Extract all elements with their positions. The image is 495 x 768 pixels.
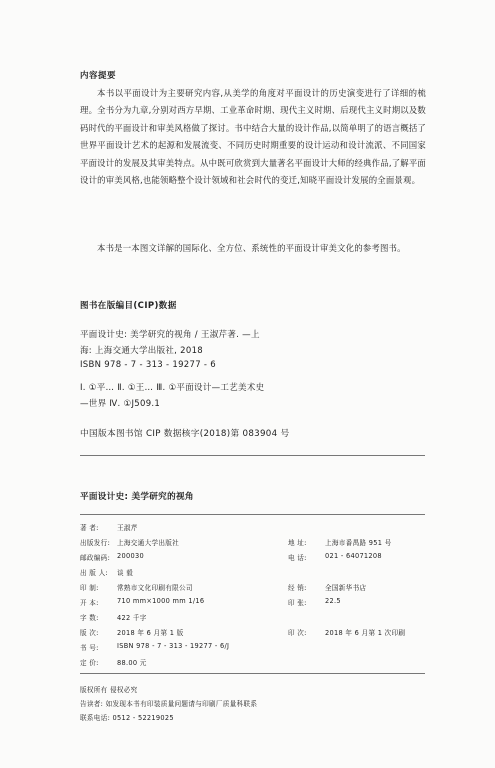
copyright-notice: 版权所有 侵权必究 <box>80 686 138 694</box>
detail-label: 邮政编码: <box>80 554 111 562</box>
detail-label: 地 址: <box>288 539 307 547</box>
detail-label: 出版发行: <box>80 539 111 547</box>
cip-classification: Ⅰ. ①平… Ⅱ. ①王… Ⅲ. ①平面设计—工艺美术史 <box>80 383 265 393</box>
detail-label: 印 制: <box>80 584 99 592</box>
detail-printer <box>80 582 193 592</box>
divider <box>80 455 425 456</box>
abstract-paragraph-1: 本书以平面设计为主要研究内容,从美学的角度对平面设计的历史演变进行了详细的梳理。全书分为九章,分别对西方早期、工业革命时期、现代主义时期、后现代主义时期以及数码时代的平面设计和审美风格做了探讨。书中结合大量的设计作品,以简单明了的语言概括了世界平面设计艺术的起源和发展流变、不同历史时期重要的设计运动和设计流派、不同国家平面设计的发展及其审美特点。从中既可欣赏到大量著名平面设计大师的经典作品,了解平面设计的审美风格,也能领略整个设计领域和社会时代的变迁,知晓平面设计发展的全面景观。 <box>80 88 426 186</box>
detail-value: 710 mm×1000 mm 1/16 <box>117 597 205 605</box>
detail-value: 021 - 64071208 <box>325 552 382 560</box>
detail-value: 谈 毅 <box>117 569 134 577</box>
detail-value: 422 千字 <box>117 614 147 622</box>
detail-value: 200030 <box>117 552 144 560</box>
detail-value: 上海市番禺路 951 号 <box>325 539 392 547</box>
detail-value: ISBN 978 - 7 - 313 - 19277 - 6/J <box>117 642 230 650</box>
detail-label: 出 版 人: <box>80 569 108 577</box>
cip-catalog-note: 中国版本图书馆 CIP 数据核字(2018)第 083904 号 <box>80 429 290 439</box>
contact-phone: 联系电话: 0512 - 52219025 <box>80 714 174 722</box>
detail-label: 经 销: <box>288 584 307 592</box>
detail-value: 王淑芹 <box>117 524 138 532</box>
detail-label: 书 号: <box>80 644 99 652</box>
detail-postcode <box>80 552 144 562</box>
abstract-paragraph-2: 本书是一本图文详解的国际化、全方位、系统性的平面设计审美文化的参考图书。 <box>97 243 406 253</box>
detail-label: 版 次: <box>80 629 99 637</box>
detail-label: 印 张: <box>288 599 307 607</box>
detail-edition <box>80 627 184 637</box>
detail-label: 印 次: <box>288 629 307 637</box>
detail-value: 常熟市文化印刷有限公司 <box>117 584 193 592</box>
detail-distributor <box>288 582 366 592</box>
detail-value: 全国新华书店 <box>325 584 367 592</box>
detail-address <box>288 537 392 547</box>
detail-label: 电 话: <box>288 554 307 562</box>
detail-value: 22.5 <box>325 597 341 605</box>
detail-label: 著 者: <box>80 524 99 532</box>
detail-author <box>80 522 138 532</box>
cip-isbn: ISBN 978 - 7 - 313 - 19277 - 6 <box>80 360 216 370</box>
detail-label: 开 本: <box>80 599 99 607</box>
detail-publisher <box>80 537 179 547</box>
detail-value: 2018 年 6 月第 1 版 <box>117 629 184 637</box>
detail-phone <box>288 552 382 562</box>
divider <box>80 514 425 515</box>
cip-line: 平面设计史: 美学研究的视角 / 王淑芹著. —上 <box>80 330 260 340</box>
detail-publisher-person <box>80 567 133 577</box>
detail-word-count <box>80 612 147 622</box>
detail-label: 定 价: <box>80 659 99 667</box>
cip-line: 海: 上海交通大学出版社, 2018 <box>80 346 204 356</box>
cip-heading: 图书在版编目(CIP)数据 <box>80 301 177 311</box>
detail-format <box>80 597 204 607</box>
detail-sheets <box>288 597 341 607</box>
detail-price <box>80 657 147 667</box>
detail-printing <box>288 627 405 637</box>
detail-isbn <box>80 642 229 652</box>
reader-notice: 告读者: 如发现本书有印装质量问题请与印刷厂质量科联系 <box>80 700 258 708</box>
detail-value: 上海交通大学出版社 <box>117 539 180 547</box>
detail-value: 2018 年 6 月第 1 次印刷 <box>325 629 406 637</box>
book-title: 平面设计史: 美学研究的视角 <box>80 492 194 502</box>
detail-value: 88.00 元 <box>117 659 147 667</box>
abstract-heading: 内容提要 <box>80 71 117 81</box>
cip-classification-cont: —世界 Ⅳ. ①J509.1 <box>80 399 161 409</box>
divider <box>80 673 425 674</box>
detail-label: 字 数: <box>80 614 99 622</box>
